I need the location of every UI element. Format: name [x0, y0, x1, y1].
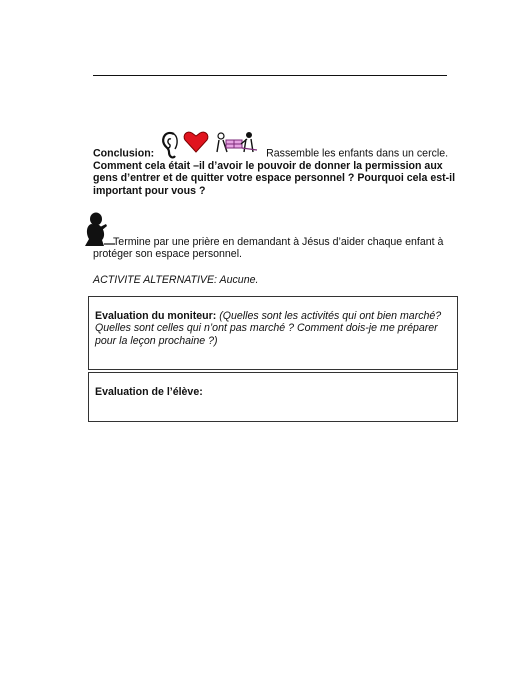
top-rule: [93, 75, 447, 76]
conclusion-question: Comment cela était –il d’avoir le pouvoir de donner la permission aux gens d’entrer et de quitter votre espace personnel ? Pourquoi cela est-il important pour vous ?: [93, 160, 456, 197]
student-evaluation-label: Evaluation de l’élève:: [95, 386, 203, 398]
conclusion-icons: [157, 130, 263, 160]
alternative-activity: ACTIVITE ALTERNATIVE: Aucune.: [93, 274, 259, 286]
prayer-paragraph: [93, 236, 468, 261]
conclusion-text: Rassemble les enfants dans un cercle.: [266, 147, 449, 160]
monitor-evaluation-box: [88, 296, 458, 370]
conclusion-paragraph: [93, 130, 468, 197]
hands-with-gift-icon: [213, 130, 259, 160]
student-evaluation-box: [88, 372, 458, 422]
prayer-text: Termine par une prière en demandant à Jésus d’aider chaque enfant à protéger son espace personnel.: [93, 236, 444, 261]
monitor-evaluation-text: (Quelles sont les activités qui ont bien marché? Quelles sont celles qui n’ont pas marché ? Comment dois-je me préparer pour la leçon prochaine ?): [95, 310, 442, 347]
monitor-evaluation-label: Evaluation du moniteur:: [95, 310, 217, 322]
conclusion-label: Conclusion:: [93, 147, 155, 160]
ear-icon: [160, 130, 180, 160]
heart-icon: [183, 131, 209, 153]
